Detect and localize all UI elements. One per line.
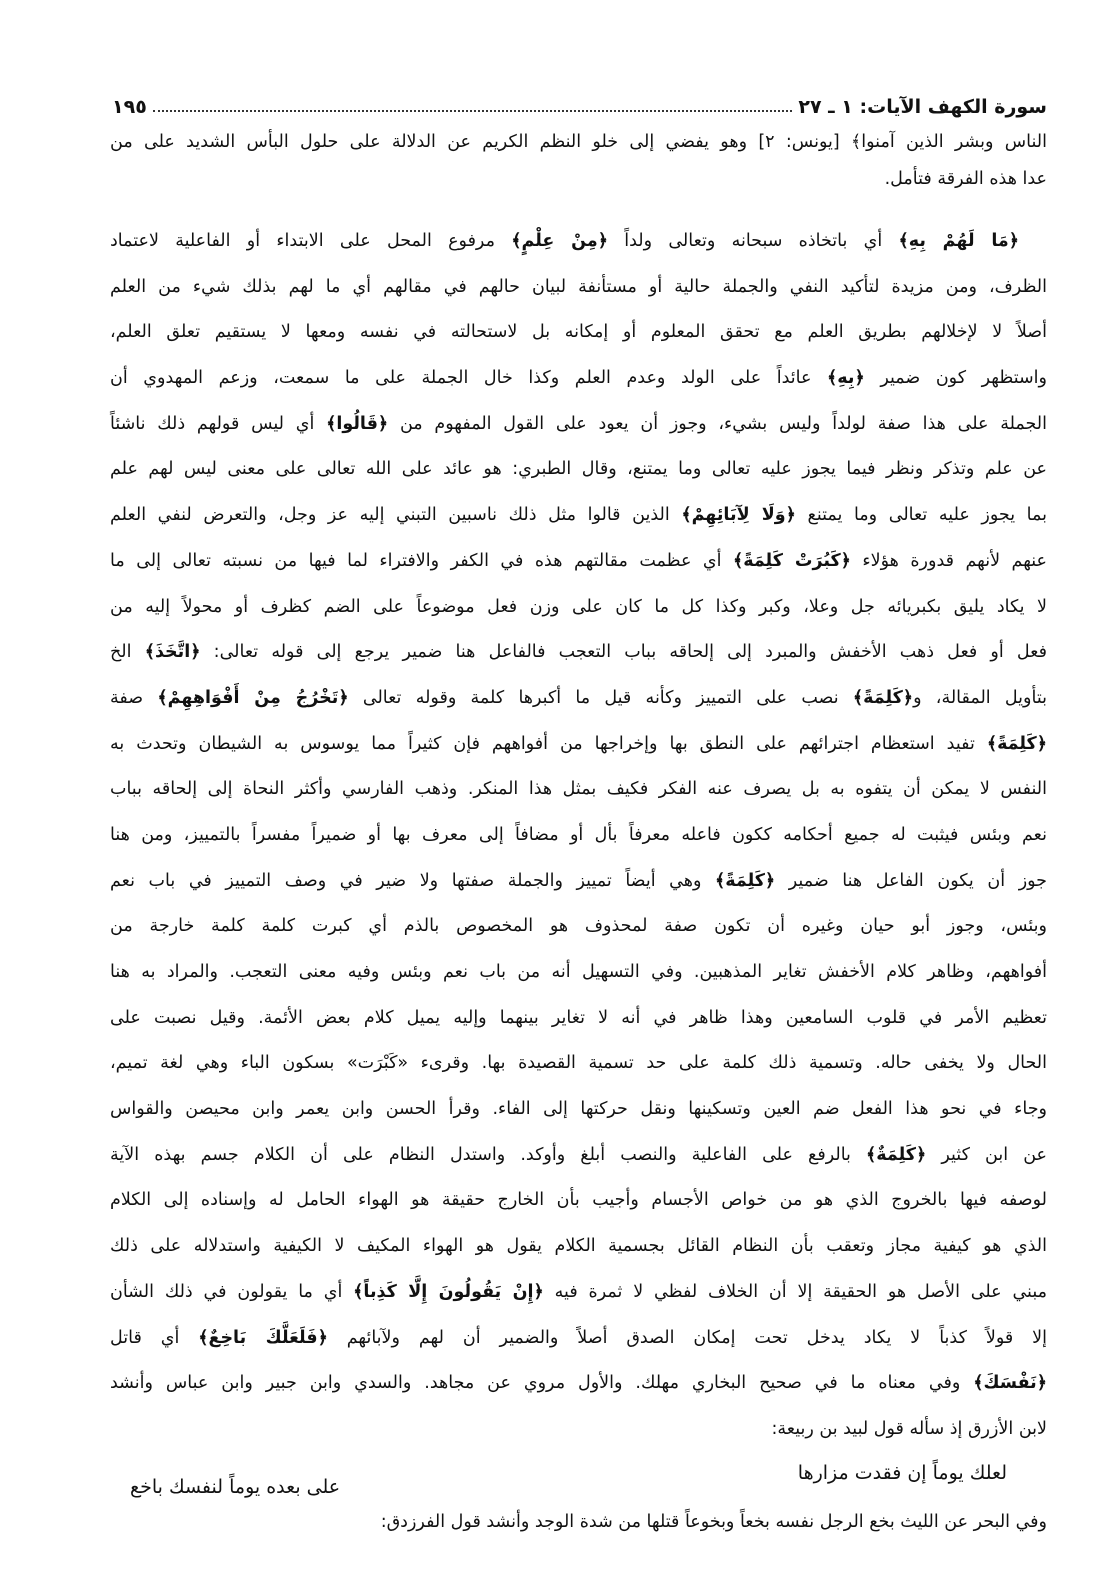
text-segment: الذين قالوا مثل ذلك ناسبين التبني إليه عز وجل، والتعرض لنفي العلم: [110, 505, 682, 526]
text-segment: لابن الأزرق إذ سأله قول لبيد بن ربيعة:: [771, 1418, 1047, 1439]
text-segment: النفس لا يمكن أن يتفوه به بل يصرف عنه الفكر فكيف بمثل هذا المنكر. وذهب الفارسي وأكثر النحاة إلى إلحاقه بباب: [110, 779, 1047, 800]
text-segment: أصلاً لا لإخلالهم بطريق العلم مع تحقق المعلوم أو إمكانه بل لاستحالته في نفسه ومعها لا يستقيم تعلق العلم،: [110, 322, 1047, 343]
text-segment: جوز أن يكون الفاعل هنا ضمير: [775, 870, 1048, 891]
text-line: [110, 1224, 1047, 1270]
text-line: [110, 539, 1047, 585]
text-line: [110, 219, 1047, 265]
text-line: [110, 447, 1047, 493]
text-segment: وفي معناه ما في صحيح البخاري مهلك. والأول مروي عن مجاهد. والسدي وابن جبير وابن عباس وأنشد: [110, 1373, 974, 1394]
text-segment: عن علم وتذكر ونظر فيما يجوز عليه تعالى وما يمتنع، وقال الطبري: هو عائد على الله تعالى على معنى ليس لهم علم: [110, 459, 1047, 480]
text-segment: لا يكاد يليق بكبريائه جل وعلا، وكبر وكذا كل ما كان على وزن فعل موضوعاً على الضم كظرف أو محولاً إليه من: [110, 596, 1047, 617]
text-line: [110, 1407, 1047, 1453]
text-line: [110, 1041, 1047, 1087]
text-line: [110, 124, 1047, 161]
text-segment: نصب على التمييز وكأنه قيل ما أكبرها كلمة وقوله تعالى: [348, 687, 853, 708]
text-segment: وبئس، وجوز أبو حيان وغيره أن تكون صفة لمحذوف هو المخصوص بالذم أي كبرت كلمة كلمة خارجة من: [110, 916, 1047, 937]
commentary-paragraph: [110, 219, 1047, 1453]
quran-quote: ﴿كَلِمَةٌ﴾: [866, 1144, 927, 1165]
text-segment: الذي هو كيفية مجاز وتعقب بأن النظام القائل بجسمية الكلام يقول هو الهواء المكيف لا الكيفية واستدلاله على ذلك: [110, 1236, 1047, 1257]
closing-line: وفي البحر عن الليث بخع الرجل نفسه بخعاً وبخوعاً قتلها من شدة الوجد وأنشد قول الفرزدق:: [380, 1512, 1047, 1532]
text-segment: وجاء في نحو هذا الفعل ضم العين وتسكينها ونقل حركتها إلى الفاء. وقرأ الحسن وابن يعمر وابن محيصن والقواس: [110, 1099, 1047, 1120]
text-segment: أي ليس قولهم ذلك ناشئاً: [110, 413, 327, 434]
text-line: [110, 1178, 1047, 1224]
quran-quote: ﴿تَخْرُجُ مِنْ أَفْوَاهِهِمْ﴾: [157, 687, 349, 708]
text-line: [110, 904, 1047, 950]
quran-quote: ﴿مِنْ عِلْمٍ﴾: [511, 231, 608, 251]
text-segment: الحال ولا يخفى حاله. وتسمية ذلك كلمة على حد تسمية القصيدة بها. وقرىء «كَبْرَت» بسكون الباء وهي لغة تميم،: [110, 1053, 1047, 1074]
text-segment: الخ: [110, 642, 145, 663]
text-line: [110, 356, 1047, 402]
text-segment: تعظيم الأمر في قلوب السامعين وهذا ظاهر في أنه لا تغاير بينهما وإليه يميل كلام بعض الأئمة. وقيل نصبت على: [110, 1007, 1047, 1028]
text-segment: نعم وبئس فيثبت له جميع أحكامه ككون فاعله معرفاً بأل أو مضافاً إلى معرف بها أو ضميراً مفسراً بالتمييز، ومن هنا: [110, 824, 1047, 845]
text-segment: أي باتخاذه سبحانه وتعالى ولداً: [607, 231, 899, 251]
text-segment: عنهم لأنهم قدورة هؤلاء: [850, 550, 1047, 571]
text-segment: فعل أو فعل ذهب الأخفش والمبرد إلى إلحاقه بباب التعجب فالفاعل هنا ضمير يرجع إلى قوله تعالى:: [200, 642, 1047, 663]
quran-quote: ﴿كَلِمَةً﴾: [852, 687, 914, 708]
running-header: [112, 88, 1047, 118]
poem-hemistich-first: لعلك يوماً إن فقدت مزارها: [797, 1462, 1007, 1484]
text-segment: أي عظمت مقالتهم هذه في الكفر والافتراء لما فيها من نسبته تعالى إلى ما: [110, 550, 733, 571]
text-line: [110, 1133, 1047, 1179]
text-segment: عائداً على الولد وعدم العلم وكذا خال الجملة على ما سمعت، وزعم المهدوي أن: [110, 368, 828, 389]
quran-quote: ﴿اتَّخَذَ﴾: [144, 642, 201, 663]
text-segment: بالرفع على الفاعلية والنصب أبلغ وأوكد. واستدل النظام على أن الكلام جسم بهذه الآية: [110, 1144, 867, 1165]
text-line: [110, 402, 1047, 448]
text-segment: أفواههم، وظاهر كلام الأخفش تغاير المذهبين. وفي التسهيل أنه من باب نعم وبئس وفيه معنى التعجب. والمراد به هنا: [110, 962, 1047, 982]
text-line: [110, 1087, 1047, 1133]
text-line: [110, 950, 1047, 996]
text-line: [110, 859, 1047, 905]
text-segment: بتأويل المقالة، و: [913, 687, 1047, 708]
text-segment: تفيد استعظام اجترائهم على النطق بها وإخراجها من أفواههم فإن كثيراً مما يوسوس به الشيطان وتحدث به: [110, 733, 987, 754]
quran-quote: ﴿بِهِ﴾: [827, 368, 865, 389]
page-number: ١٩٥: [112, 96, 147, 118]
text-line: [110, 722, 1047, 768]
text-line: [110, 585, 1047, 631]
text-segment: وهي أيضاً تمييز والجملة صفتها ولا ضير في وصف التمييز في باب نعم: [110, 870, 715, 891]
dotted-leader: [153, 110, 793, 112]
continued-paragraph: [110, 124, 1047, 198]
text-segment: الظرف، ومن مزيدة لتأكيد النفي والجملة حالية أو مستأنفة لبيان حالهم في مقالهم أي ما لهم بذلك شيء من العلم: [110, 276, 1047, 297]
text-line: [110, 767, 1047, 813]
text-line: [110, 813, 1047, 859]
text-segment: مرفوع المحل على الابتداء أو الفاعلية لاعتماد: [110, 231, 512, 251]
text-line: [110, 1270, 1047, 1316]
text-segment: عن ابن كثير: [926, 1144, 1047, 1165]
quran-quote: ﴿كَلِمَةً﴾: [986, 733, 1047, 754]
quran-quote: ﴿نَفْسَكَ﴾: [973, 1373, 1047, 1394]
text-line: [110, 1361, 1047, 1407]
text-line: [110, 1316, 1047, 1362]
text-segment: واستظهر كون ضمير: [864, 368, 1047, 389]
text-segment: الجملة على هذا صفة لولداً وليس بشيء، وجوز أن يعود على القول المفهوم من: [388, 413, 1047, 434]
text-segment: عدا هذه الفرقة فتأمل.: [884, 169, 1047, 189]
text-line: [110, 265, 1047, 311]
header-title: سورة الكهف الآيات: ١ ـ ٢٧: [798, 96, 1047, 118]
text-segment: صفة: [110, 687, 158, 708]
text-segment: بما يجوز عليه تعالى وما يمتنع: [795, 505, 1047, 526]
quran-quote: ﴿مَا لَهُمْ بِهِ﴾: [898, 231, 1019, 251]
text-line: [110, 676, 1047, 722]
text-segment: لوصفه فيها بالخروج الذي هو من خواص الأجسام وأجيب بأن الخارج حقيقة هو الهواء الحامل له وإسناده إلى الكلام: [110, 1190, 1047, 1211]
text-segment: إلا قولاً كذباً لا يكاد يدخل تحت إمكان الصدق أصلاً والضمير أن لهم ولآبائهم: [327, 1327, 1047, 1348]
poem-hemistich-second: على بعده يوماً لنفسك باخع: [130, 1476, 341, 1498]
text-line: [110, 161, 1047, 198]
quran-quote: ﴿كَبُرَتْ كَلِمَةً﴾: [732, 550, 851, 571]
quran-quote: ﴿كَلِمَةً﴾: [715, 870, 776, 891]
text-line: [110, 996, 1047, 1042]
quran-quote: ﴿إِنْ يَقُولُونَ إِلَّا كَذِباً﴾: [353, 1281, 544, 1302]
text-segment: أي ما يقولون في ذلك الشأن: [110, 1281, 354, 1302]
text-line: [110, 630, 1047, 676]
quran-quote: ﴿وَلَا لِآبَائِهِمْ﴾: [681, 505, 796, 526]
quran-quote: ﴿قَالُوا﴾: [326, 413, 389, 434]
text-segment: أي قاتل: [110, 1327, 199, 1348]
text-line: [110, 310, 1047, 356]
quran-quote: ﴿فَلَعَلَّكَ بَاخِعٌ﴾: [198, 1327, 328, 1348]
text-segment: مبني على الأصل هو الحقيقة إلا أن الخلاف لفظي لا ثمرة فيه: [543, 1281, 1047, 1302]
text-line: [110, 493, 1047, 539]
text-segment: الناس وبشر الذين آمنوا﴾ [يونس: ٢] وهو يفضي إلى خلو النظم الكريم عن الدلالة على حلول البأس الشديد على من: [110, 132, 1047, 152]
